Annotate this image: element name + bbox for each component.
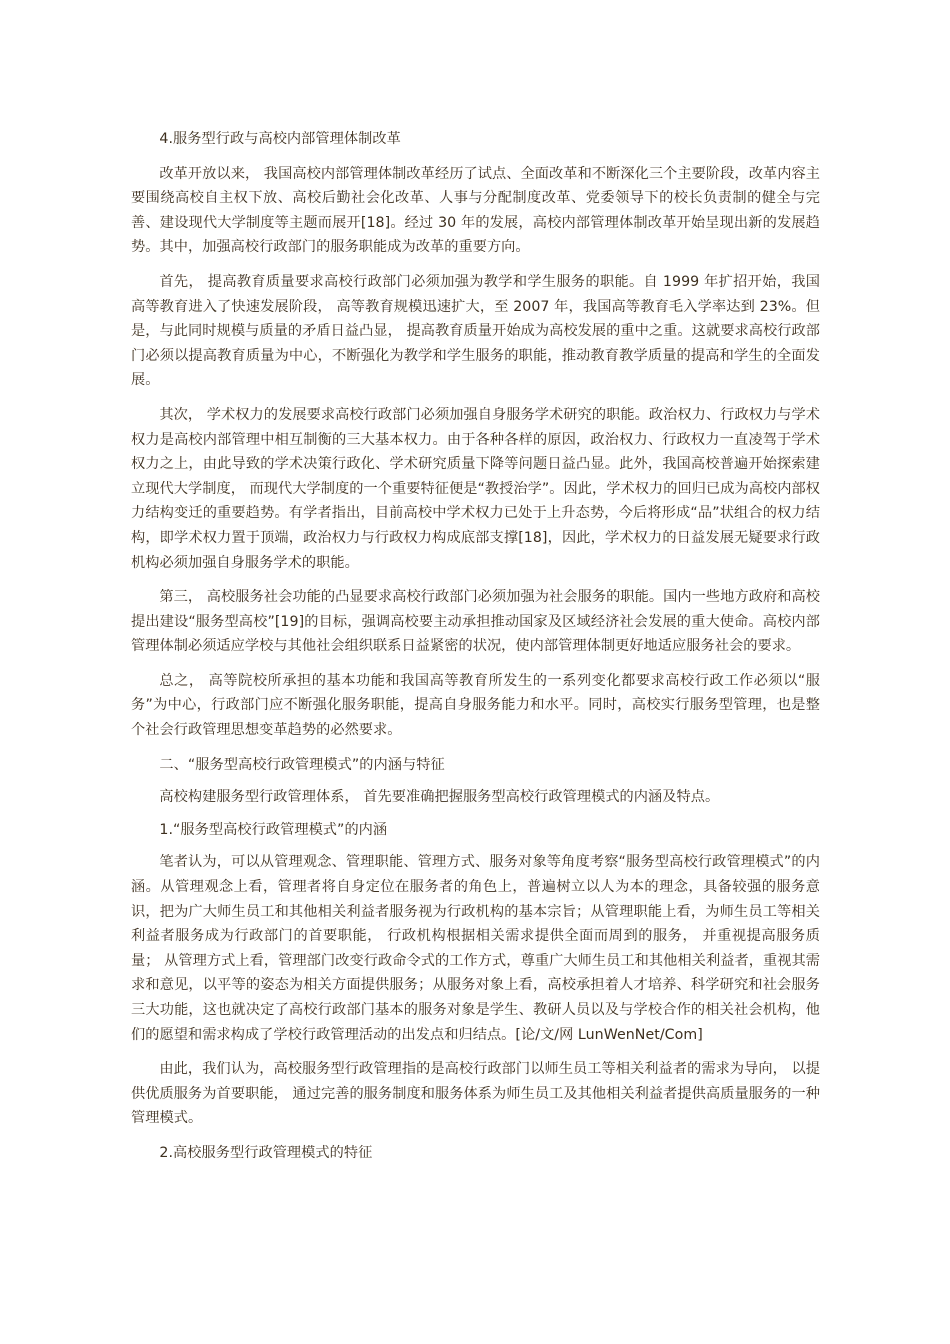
paragraph-third-social-service: 第三， 高校服务社会功能的凸显要求高校行政部门必须加强为社会服务的职能。国内一些地方政府和高校提出建设“服务型高校”[19]的目标，强调高校要主动承担推动国家及区域经济社会发展的重大使命。高校内部管理体制必须适应学校与其他社会组织联系日益紧密的状况，使内部管理体制更好地适应服务社会的要求。 <box>131 589 820 655</box>
paragraph-second-academic-power: 其次， 学术权力的发展要求高校行政部门必须加强自身服务学术研究的职能。政治权力、行政权力与学术权力是高校内部管理中相互制衡的三大基本权力。由于各种各样的原因，政治权力、行政权力一直凌驾于学术权力之上，由此导致的学术决策行政化、学术研究质量下降等问题日益凸显。此外，我国高校普遍开始探索建立现代大学制度， 而现代大学制度的一个重要特征便是“教授治学”。因此，学术权力的回归已成为高校内部权力结构变迁的重要趋势。有学者指出，目前高校中学术权力已处于上升态势，今后将形成“品”状组合的权力结构，即学术权力置于顶端，政治权力与行政权力构成底部支撑[18]，因此，学术权力的日益发展无疑要求行政机构必须加强自身服务学术的职能。 <box>131 406 820 571</box>
subheading-connotation: 1.“服务型高校行政管理模式”的内涵 <box>159 821 388 838</box>
section-heading-service-administration: 4.服务型行政与高校内部管理体制改革 <box>159 131 401 147</box>
paragraph-reform-stages: 改革开放以来， 我国高校内部管理体制改革经历了试点、全面改革和不断深化三个主要阶段，改革内容主要围绕高校自主权下放、高校后勤社会化改革、人事与分配制度改革、党委领导下的校长负责制的健全与完善、建设现代大学制度等主题而展开[18]。经过 30 年的发展，高校内部管理体制改革开始呈现出新的发展趋势。其中，加强高校行政部门的服务职能成为改革的重要方向。 <box>131 165 820 256</box>
paragraph-author-view: 笔者认为，可以从管理观念、管理职能、管理方式、服务对象等角度考察“服务型高校行政管理模式”的内涵。从管理观念上看，管理者将自身定位在服务者的角色上，普遍树立以人为本的理念，具备较强的服务意识，把为广大师生员工和其他相关利益者服务视为行政机构的基本宗旨；从管理职能上看，为师生员工等相关利益者服务成为行政部门的首要职能， 行政机构根据相关需求提供全面而周到的服务， 并重视提高服务质量； 从管理方式上看，管理部门改变行政命令式的工作方式，尊重广大师生员工和其他相关利益者，重视其需求和意见，以平等的姿态为相关方面提供服务；从服务对象上看，高校承担着人才培养、科学研究和社会服务三大功能，这也就决定了高校行政部门基本的服务对象是学生、教研人员以及与学校合作的相关社会机构，他们的愿望和需求构成了学校行政管理活动的出发点和归结点。[论/文/网 LunWenNet/Com] <box>131 854 820 1043</box>
document-page <box>131 127 820 1176</box>
section-heading-connotation-features: 二、“服务型高校行政管理模式”的内涵与特征 <box>159 756 445 773</box>
paragraph-grasp-connotation: 高校构建服务型行政管理体系， 首先要准确把握服务型高校行政管理模式的内涵及特点。 <box>159 789 720 806</box>
paragraph-definition: 由此，我们认为，高校服务型行政管理指的是高校行政部门以师生员工等相关利益者的需求为导向， 以提供优质服务为首要职能， 通过完善的服务制度和服务体系为师生员工及其他相关利益者提供高质量服务的一种管理模式。 <box>131 1061 820 1127</box>
paragraph-first-education-quality: 首先， 提高教育质量要求高校行政部门必须加强为教学和学生服务的职能。自 1999 年扩招开始，我国高等教育进入了快速发展阶段， 高等教育规模迅速扩大，至 2007 年，我国高等教育毛入学率达到 23%。但是，与此同时规模与质量的矛盾日益凸显， 提高教育质量开始成为高校发展的重中之重。这就要求高校行政部门必须以提高教育质量为中心，不断强化为教学和学生服务的职能，推动教育教学质量的提高和学生的全面发展。 <box>131 273 820 389</box>
paragraph-summary: 总之， 高等院校所承担的基本功能和我国高等教育所发生的一系列变化都要求高校行政工作必须以“服务”为中心，行政部门应不断强化服务职能，提高自身服务能力和水平。同时，高校实行服务型管理，也是整个社会行政管理思想变革趋势的必然要求。 <box>131 672 820 739</box>
subheading-features: 2.高校服务型行政管理模式的特征 <box>159 1144 373 1161</box>
